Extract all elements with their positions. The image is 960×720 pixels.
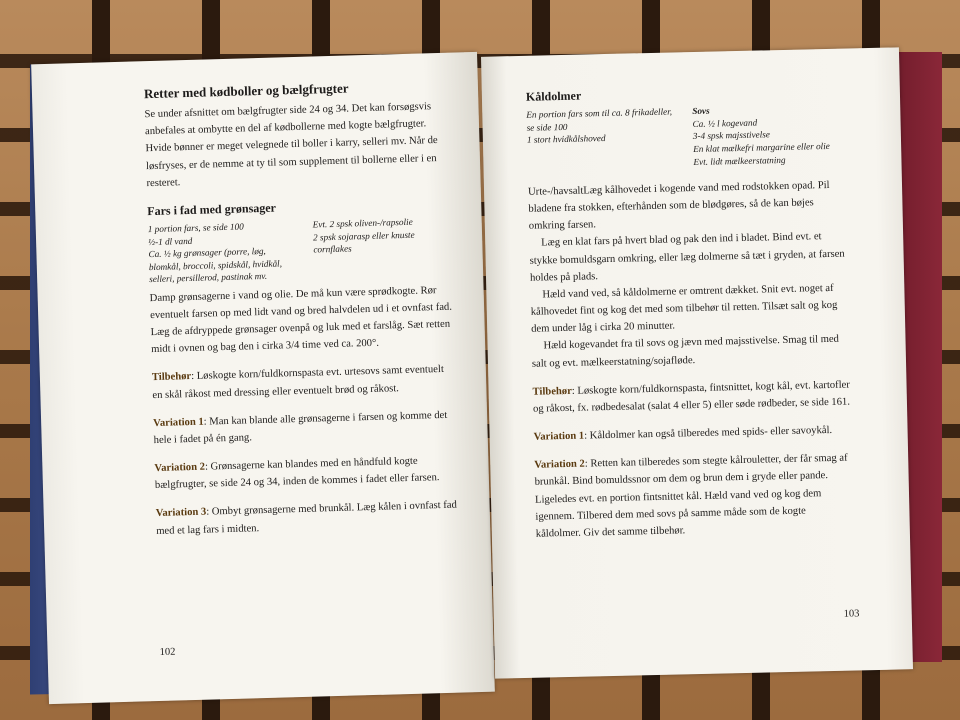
ingredient-item: 2 spsk sojarasp eller knuste cornflakes [312,229,415,255]
ingredient-item: 1 portion fars, se side 100 [147,221,244,235]
ingredient-item: En portion fars som til ca. 8 frikadeller, se side 100 [526,106,673,133]
variation-2-text: : Grønsagerne kan blandes med en håndfuld kogte bælgfrugter, se side 24 og 34, inden de kommes i fadet eller farsen. [154,455,440,492]
ingredient-item: Ca. ½ kg grønsager (porre, løg, blomkål, broccoli, spidskål, hvidkål, selleri, persillerod, pastinak mv. [148,246,283,285]
method-paragraph-3: Hæld vand ved, så kåldolmerne er omtrent dækket. Snit evt. noget af kålhovedet fint og kog det med som tilbehør til retten. Tilsæt salt og kog dem under låg i cirka 20 minutter. [530,282,838,336]
ingredients-column-2 [692,102,843,168]
variation-1-label: Variation 1 [533,430,585,443]
ingredient-item: Evt. 2 spsk oliven-/rapsolie [312,217,413,230]
left-intro: Se under afsnittet om bælgfrugter side 24 og 34. Det kan forsøgsvis anbefales at ombytte en del af kødbollerne med kogte bælgfrugter. Hvide bønner er meget velegnede til boller i karry, selleri mv. Når de løsfryses, er de nemme at ty til som supplement til bollerne eller i en resteret. [144,101,438,189]
right-page [481,47,913,678]
ingredients-column-1 [148,219,299,286]
ingredients-list [526,102,845,172]
sovs-heading: Sovs [692,106,710,117]
variation-3-label: Variation 3 [155,507,207,520]
ingredients-column-1 [526,106,677,172]
tilbehor-label: Tilbehør [532,385,572,398]
ingredient-item: Evt. lidt mælkeerstatning [693,154,786,167]
method-paragraph-1: Urte-/havsaltLæg kålhovedet i kogende vand med rodstokken opad. Pil bladene fra stokken, efterhånden som de blødgøres, så de kan bøjes omkring farsen. [527,179,830,233]
variation-2-label: Variation 2 [534,458,585,471]
variation-2-label: Variation 2 [154,461,206,475]
ingredient-item: 1 stort hvidkålshoved [526,133,606,146]
tilbehor-paragraph [532,376,851,418]
left-page [31,52,495,704]
right-page-content [526,81,854,543]
variation-3-text: : Ombyt grønsagerne med brunkål. Læg kålen i ovnfast fad med et lag fars i midten. [156,500,457,537]
ingredient-item: En klat mælkefri margarine eller olie [693,140,830,155]
variation-1-text: : Kåldolmer kan også tilberedes med spids- eller savoykål. [584,425,833,442]
left-page-title: Retter med kødboller og bælgfrugter [143,80,349,102]
ingredient-item: 3-4 spsk majsstivelse [692,129,771,142]
ingredients-list [148,215,454,286]
tilbehor-label: Tilbehør [151,371,192,384]
left-page-content [144,75,461,540]
right-page-title: Kåldolmer [525,88,582,104]
method-paragraph-4: Hæld kogevandet fra til sovs og jævn med majsstivelse. Smag til med salt og evt. mælkeerstatning/sojafløde. [531,334,840,370]
ingredient-item: ½-1 dl vand [148,235,193,247]
recipe-title: Fars i fad med grønsager [147,200,277,218]
variation-2 [534,450,854,543]
ingredient-item: Ca. ½ l kogevand [692,117,758,129]
method-paragraph-2: Læg en klat fars på hvert blad og pak den ind i bladet. Bind evt. et stykke bomuldsgarn omkring, eller læg dolmerne så tæt i gryden, at farsen holdes på plads. [529,231,845,284]
page-number-left: 102 [159,646,176,658]
recipe-method: Damp grønsagerne i vand og olie. De må kun være sprødkogte. Rør eventuelt farsen op med lidt vand og bred halvdelen ud i et ovnfast fad. Læg de afdryppede grønsager ovenpå og luk med et farslåg. Sæt retten midt i ovnen og bag den i cirka 3/4 time ved ca. 200°. [149,284,453,356]
variation-2-text: : Retten kan tilberedes som stegte kålrouletter, der får smag af brunkål. Bind bomuldssnor om dem og brun dem i gryde eller pande. Ligeledes evt. en portion fintsnittet kål. Hæld vand ved og kog dem igennem. Tilbered dem med sovs på samme måde som de kogte kåldolmer. Giv det samme tilbehør. [534,452,848,540]
variation-1-label: Variation 1 [153,416,204,429]
variation-3 [156,497,461,540]
ingredients-column-2 [313,215,454,281]
page-number-right: 103 [843,608,860,620]
tilbehor-text: : Løskogte korn/fuldkornspasta evt. urtesovs samt eventuelt en skål råkost med dressing eller eventuelt brød og råkost. [152,364,444,401]
tilbehor-text: : Løskogte korn/fuldkornspasta, fintsnittet, kogt kål, evt. kartofler og råkost, fx. rødbedesalat (salat 4 eller 5) eller søde rødbeder, se side 161. [532,379,851,415]
variation-1-text: : Man kan blande alle grønsagerne i farsen og komme det hele i fadet på én gang. [153,409,448,447]
